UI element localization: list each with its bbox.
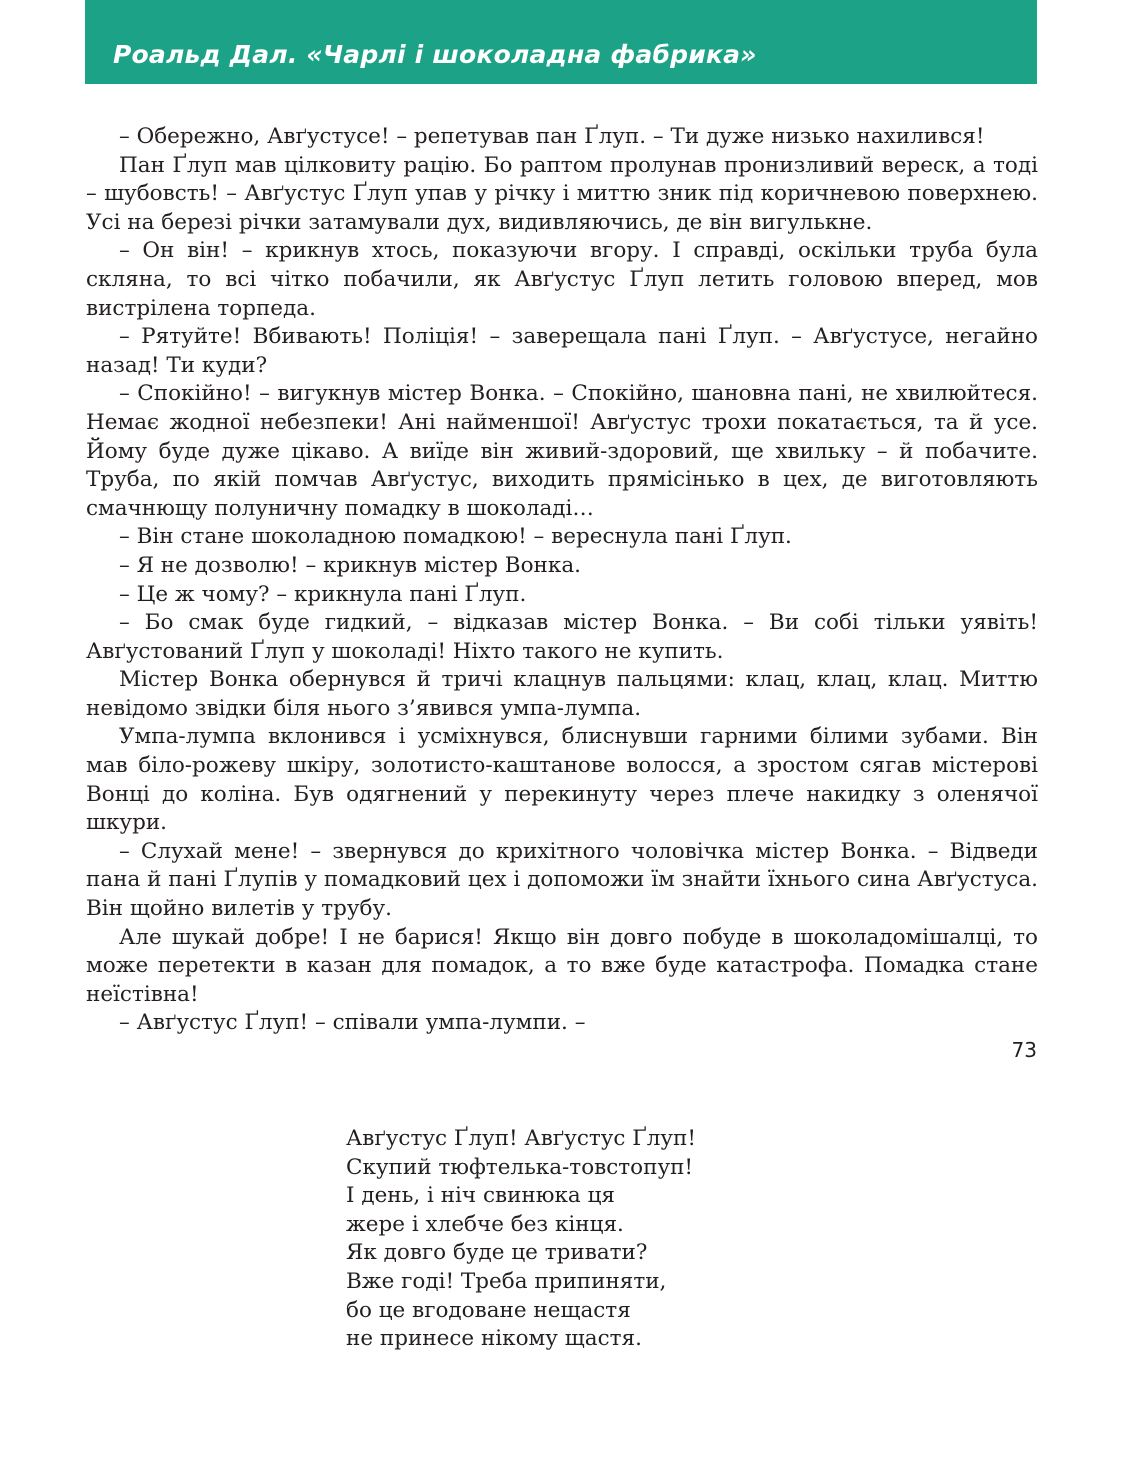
paragraph: – Обережно, Авґустусе! – репетував пан Ґлуп. – Ти дуже низько нахилився!	[119, 124, 985, 149]
paragraph: – Спокійно! – вигукнув містер Вонка. – Спокійно, шановна пані, не хвилюйтеся. Немає жодної небезпеки! Ані найменшої! Авґустус трохи покатається, та й усе. Йому буде дуже цікаво. А виїде він живий-здоровий, ще хвильку – й побачите. Труба, по якій помчав Авґустус, виходить прямісінько в цех, де виготовляють смачнющу полуничну помадку в шоколаді…	[86, 381, 1038, 521]
paragraph: – Я не дозволю! – крикнув містер Вонка.	[119, 552, 581, 578]
paragraph: Містер Вонка обернувся й тричі клацнув пальцями: клац, клац, клац. Миттю невідомо звідки біля нього з’явився умпа-лумпа.	[86, 667, 1038, 721]
running-header-title: Роальд Дал. «Чарлі і шоколадна фабрика»	[113, 40, 757, 69]
page-number: 73	[1011, 1038, 1037, 1062]
poem-line: Вже годі! Треба припиняти,	[346, 1268, 667, 1294]
poem-line: Авґустус Ґлуп! Авґустус Ґлуп!	[346, 1126, 697, 1151]
paragraph: – Це ж чому? – крикнула пані Ґлуп.	[119, 581, 527, 607]
poem	[346, 1125, 696, 1354]
paragraph: – Он він! – крикнув хтось, показуючи вгору. І справді, оскільки труба була скляна, то всі чітко побачили, як Авґустус Ґлуп летить головою вперед, мов вистрілена торпеда.	[86, 238, 1038, 321]
paragraph: – Рятуйте! Вбивають! Поліція! – заверещала пані Ґлуп. – Авґустусе, негайно назад! Ти куди?	[86, 324, 1038, 378]
poem-line: жере і хлебче без кінця.	[346, 1211, 624, 1237]
poem-line: Скупий тюфтелька-товстопуп!	[346, 1154, 694, 1180]
paragraph: Але шукай добре! І не барися! Якщо він довго побуде в шоколадомішалці, то може перетекти в казан для помадок, а то вже буде катастрофа. Помадка стане неїстівна!	[86, 924, 1038, 1007]
poem-line: бо це вгодоване нещастя	[346, 1297, 631, 1323]
poem-line: не принесе нікому щастя.	[346, 1326, 642, 1352]
paragraph: – Він стане шоколадною помадкою! – вереснула пані Ґлуп.	[119, 524, 792, 550]
poem-line: Як довго буде це тривати?	[346, 1240, 648, 1266]
poem-line: І день, і ніч свинюка ця	[346, 1183, 615, 1209]
paragraph: Умпа-лумпа вклонився і усміхнувся, блиснувши гарними білими зубами. Він мав біло-рожеву шкіру, золотисто-каштанове волосся, а зростом сягав містерові Вонці до коліна. Був одягнений у перекинуту через плече накидку з оленячої шкури.	[86, 724, 1038, 836]
paragraph: – Авґустус Ґлуп! – співали умпа-лумпи. –	[119, 1010, 586, 1036]
paragraph: – Слухай мене! – звернувся до крихітного чоловічка містер Вонка. – Відведи пана й пані Ґлупів у помадковий цех і допоможи їм знайти їхнього сина Авґустуса. Він щойно вилетів у трубу.	[86, 838, 1038, 922]
paragraph: – Бо смак буде гидкий, – відказав містер Вонка. – Ви собі тільки уявіть! Авґустований Ґлуп у шоколаді! Ніхто такого не купить.	[86, 610, 1038, 664]
body-text	[86, 123, 1038, 1038]
paragraph: Пан Ґлуп мав цілковиту рацію. Бо раптом пролунав пронизливий вереск, а тоді – шубовсть! – Авґустус Ґлуп упав у річку і миттю зник під коричневою поверхнею. Усі на березі річки затамували дух, видивляючись, де він вигулькне.	[86, 152, 1038, 235]
